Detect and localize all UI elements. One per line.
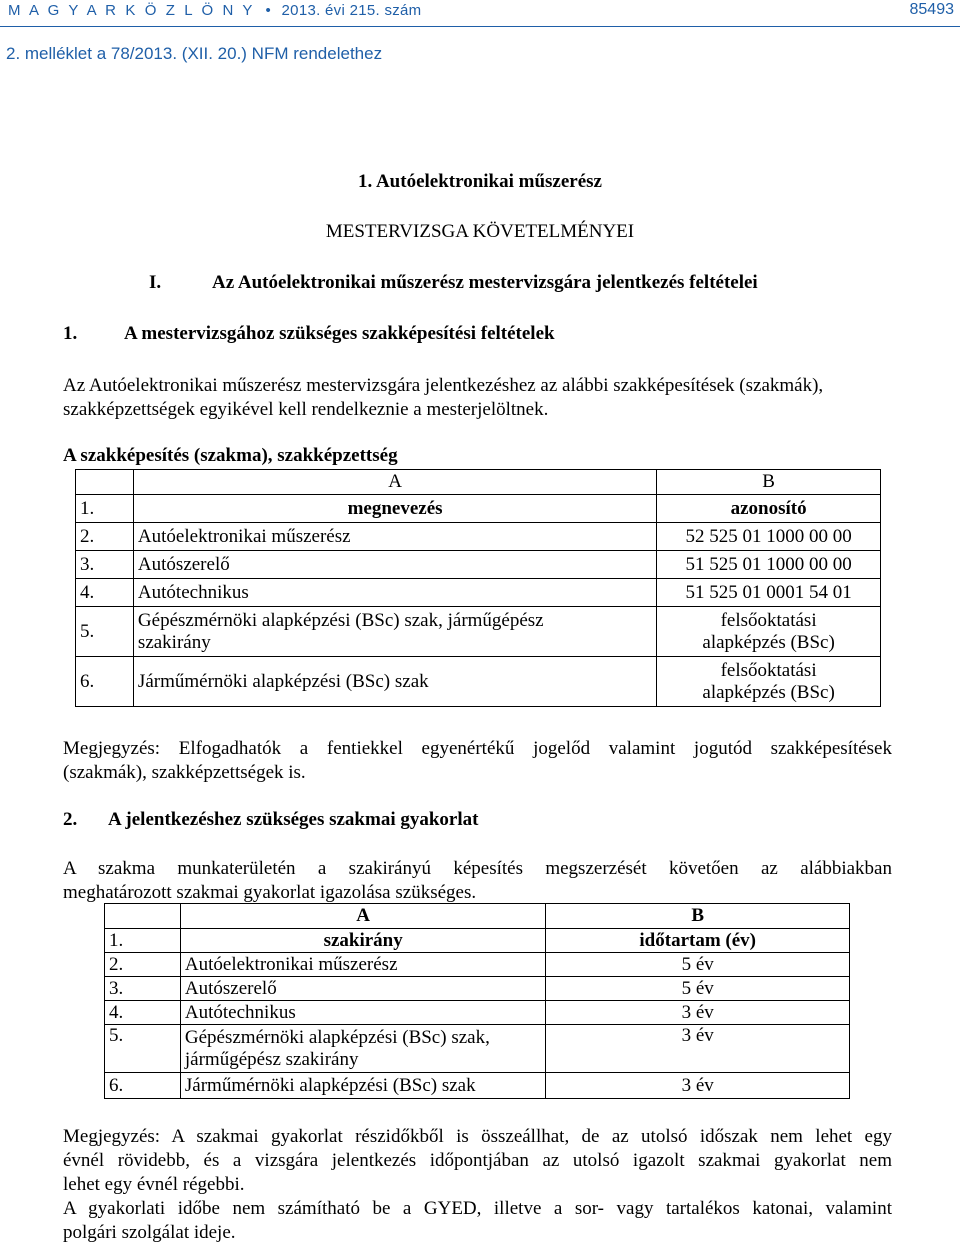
- column-header-name: megnevezés: [133, 495, 656, 523]
- table-column-letters: [76, 470, 881, 495]
- column-b-letter: B: [657, 470, 881, 495]
- header-divider: [0, 26, 960, 27]
- subsection2-title: A jelentkezéshez szükséges szakmai gyakorlat: [108, 809, 479, 830]
- table-row: 3. Autószerelő 51 525 01 1000 00 00: [76, 551, 881, 579]
- subsection1-title: A mestervizsgához szükséges szakképesítési feltételek: [124, 323, 555, 344]
- table-row: 5. Gépészmérnöki alapképzési (BSc) szak, járműgépész szakirány felsőoktatási alapképzés (BSc): [76, 607, 881, 657]
- table-row: 6. Járműmérnöki alapképzési (BSc) szak 3 év: [105, 1073, 850, 1099]
- table-row: 3. Autószerelő 5 év: [105, 977, 850, 1001]
- publication-name: M A G Y A R K Ö Z L Ö N Y: [8, 2, 256, 19]
- document-subtitle: MESTERVIZSGA KÖVETELMÉNYEI: [325, 221, 635, 242]
- subsection1-number: 1.: [63, 323, 78, 344]
- column-a-letter: A: [133, 470, 656, 495]
- document-title: 1. Autóelektronikai műszerész: [358, 171, 602, 192]
- header-bullet: •: [265, 2, 272, 19]
- subsection2-intro: A szakma munkaterületén a szakirányú képesítés megszerzését követően az alábbiakban meghatározott szakmai gyakorlat igazolása szükséges.: [63, 858, 892, 903]
- running-header: [8, 2, 421, 19]
- table1-caption: A szakképesítés (szakma), szakképzettség: [63, 445, 398, 466]
- section1-number: I.: [149, 272, 162, 293]
- intro-line-1: Az Autóelektronikai műszerész mestervizsgára jelentkezéshez az alábbi szakképesítések (szakmák),: [63, 375, 824, 396]
- note-equivalents: Megjegyzés: Elfogadhatók a fentiekkel egyenértékű jogelőd valamint jogutód szakképesítések (szakmák), szakképzettségek is.: [63, 738, 892, 783]
- intro-line-2: szakképzettségek egyikével kell rendelkeznie a mesterjelöltnek.: [63, 399, 549, 420]
- table-row: 4. Autótechnikus 3 év: [105, 1001, 850, 1025]
- table-row: 4. Autótechnikus 51 525 01 0001 54 01: [76, 579, 881, 607]
- page-number: 85493: [909, 1, 954, 18]
- table-row: 5. Gépészmérnöki alapképzési (BSc) szak, járműgépész szakirány 3 év: [105, 1025, 850, 1073]
- column-header-id: azonosító: [657, 495, 881, 523]
- annex-title: 2. melléklet a 78/2013. (XII. 20.) NFM rendelethez: [6, 44, 383, 63]
- issue-number: 2013. évi 215. szám: [281, 2, 422, 19]
- table-header-row: 1. szakirány időtartam (év): [105, 929, 850, 953]
- qualification-table: [75, 469, 881, 707]
- subsection1-intro: [63, 374, 892, 422]
- practice-table: A B 1. szakirány időtartam (év) 2. Autóelektronikai műszerész 5 év 3. Autószerelő 5 év 4. Autótechnikus 3 év 5. Gépészmérnöki alapképzési (BSc) szak, járműgépész szakirány 3 év 6. Járműmérnöki alapképzési (BSc) szak 3 év: [104, 903, 850, 1099]
- note-practice: Megjegyzés: A szakmai gyakorlat részidőkből is összeállhat, de az utolsó időszak nem lehet egy évnél rövidebb, és a vizsgára jelentkezés időpontjában az utolsó igazolt szakmai gyakorlat nem lehet egy évnél régebbi. A gyakorlati időbe nem számítható be a GYED, illetve a sor- vagy tartalékos katonai, valamint polgári szolgálat ideje.: [63, 1126, 892, 1243]
- section1-title: Az Autóelektronikai műszerész mestervizsgára jelentkezés feltételei: [212, 272, 758, 293]
- table-header-row: 1. megnevezés azonosító: [76, 495, 881, 523]
- table-row: 2. Autóelektronikai műszerész 52 525 01 1000 00 00: [76, 523, 881, 551]
- subsection2-number: 2.: [63, 809, 78, 830]
- table-row: 2. Autóelektronikai műszerész 5 év: [105, 953, 850, 977]
- table-row: 6. Járműmérnöki alapképzési (BSc) szak felsőoktatási alapképzés (BSc): [76, 657, 881, 707]
